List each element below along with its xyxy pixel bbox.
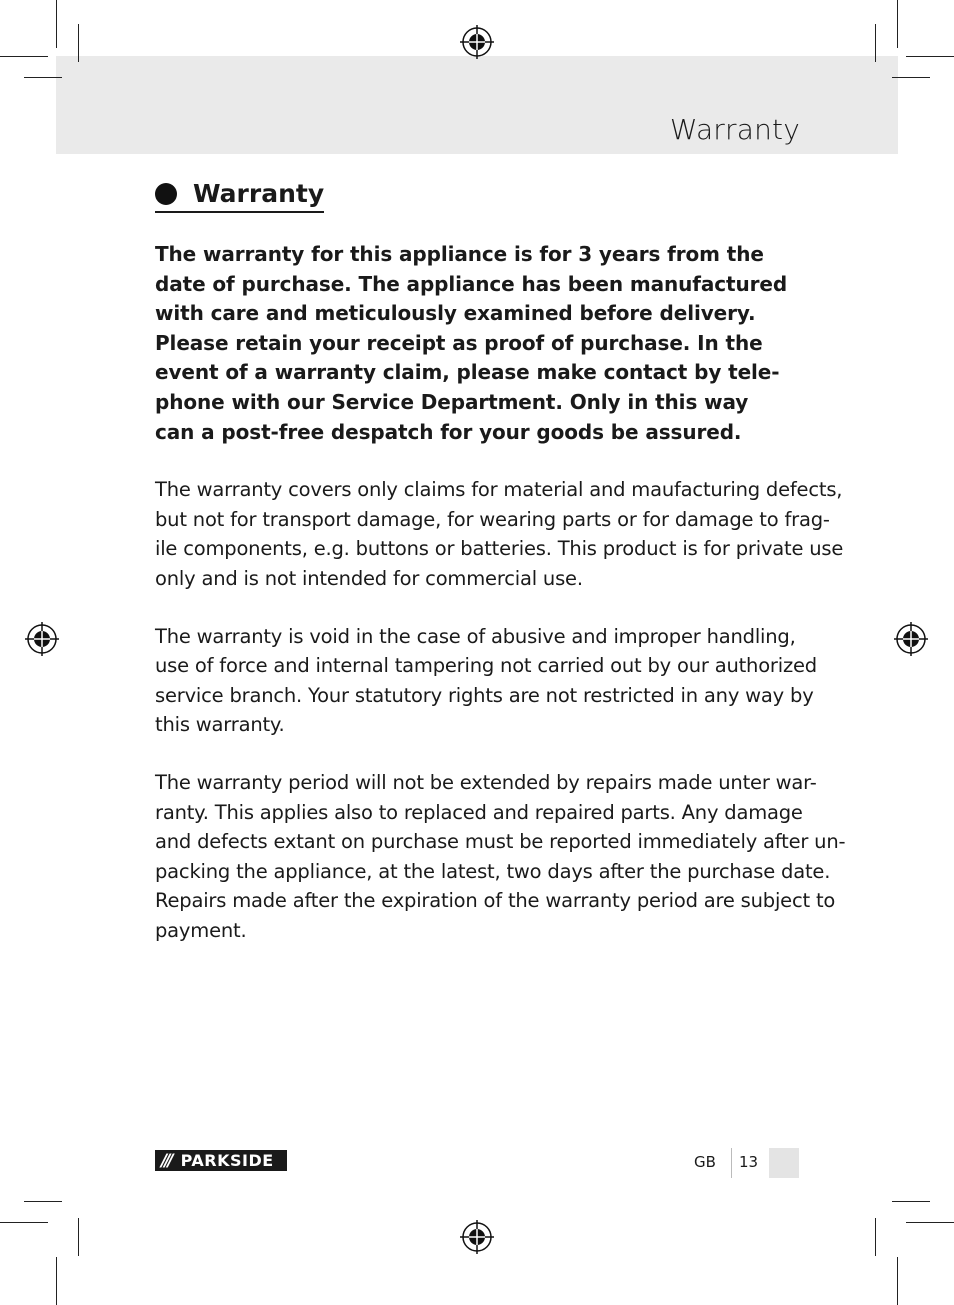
text-line: and defects extant on purchase must be reported immediately after un-	[155, 830, 846, 854]
logo-slashes: ///	[161, 1150, 171, 1171]
text-line: ranty. This applies also to replaced and repaired parts. Any damage	[155, 800, 803, 824]
text-line: ile components, e.g. buttons or batteries. This product is for private use	[155, 537, 844, 561]
registration-mark-icon	[25, 622, 59, 656]
page-header-title: Warranty	[669, 113, 800, 146]
warranty-intro-paragraph	[155, 240, 805, 447]
section-heading	[155, 178, 324, 213]
text-line: this warranty.	[155, 713, 285, 737]
warranty-void-paragraph	[155, 622, 817, 740]
crop-mark	[875, 1218, 876, 1256]
warranty-content	[155, 240, 846, 973]
text-line: use of force and internal tampering not carried out by our authorized	[155, 654, 817, 678]
crop-mark	[56, 0, 57, 48]
crop-mark	[906, 1222, 954, 1223]
text-line: payment.	[155, 918, 247, 942]
text-line: The warranty for this appliance is for 3 years from the	[155, 242, 764, 266]
text-line: can a post-free despatch for your goods be assured.	[155, 419, 742, 444]
crop-mark	[78, 1218, 79, 1256]
text-line: date of purchase. The appliance has been manufactured	[155, 271, 788, 296]
page-number: 13	[739, 1153, 759, 1171]
crop-mark	[892, 1201, 930, 1202]
parkside-logo	[155, 1150, 287, 1171]
text-line: event of a warranty claim, please make contact by tele-	[155, 360, 780, 385]
text-line: service branch. Your statutory rights are not restricted in any way by	[155, 683, 814, 707]
text-line: packing the appliance, at the latest, two days after the purchase date.	[155, 859, 831, 883]
text-line: Repairs made after the expiration of the warranty period are subject to	[155, 889, 836, 913]
crop-mark	[897, 0, 898, 48]
text-line: but not for transport damage, for wearing parts or for damage to frag-	[155, 507, 830, 531]
text-line: The warranty is void in the case of abusive and improper handling,	[155, 624, 796, 648]
crop-mark	[906, 56, 954, 57]
text-line: Please retain your receipt as proof of purchase. In the	[155, 330, 763, 355]
registration-mark-icon	[894, 622, 928, 656]
text-line: phone with our Service Department. Only in this way	[155, 389, 749, 414]
crop-mark	[875, 24, 876, 62]
crop-mark	[897, 1257, 898, 1305]
warranty-coverage-paragraph	[155, 475, 844, 593]
registration-mark-icon	[460, 1220, 494, 1254]
footer-language: GB	[694, 1153, 716, 1171]
text-line: The warranty covers only claims for material and maufacturing defects,	[155, 478, 843, 502]
warranty-period-paragraph	[155, 768, 846, 946]
text-line: The warranty period will not be extended by repairs made unter war-	[155, 770, 817, 794]
crop-mark	[24, 77, 62, 78]
crop-mark	[0, 1222, 48, 1223]
crop-mark	[0, 56, 48, 57]
logo-text: PARKSIDE	[180, 1151, 274, 1170]
crop-mark	[892, 77, 930, 78]
registration-mark-icon	[460, 25, 494, 59]
footer-separator	[731, 1148, 732, 1178]
bullet-dot-icon	[155, 183, 177, 205]
section-heading-text: Warranty	[193, 179, 325, 208]
text-line: with care and meticulously examined before delivery.	[155, 301, 756, 326]
crop-mark	[56, 1257, 57, 1305]
crop-mark	[78, 24, 79, 62]
footer-tab-box	[769, 1148, 799, 1178]
text-line: only and is not intended for commercial use.	[155, 566, 583, 590]
crop-mark	[24, 1201, 62, 1202]
